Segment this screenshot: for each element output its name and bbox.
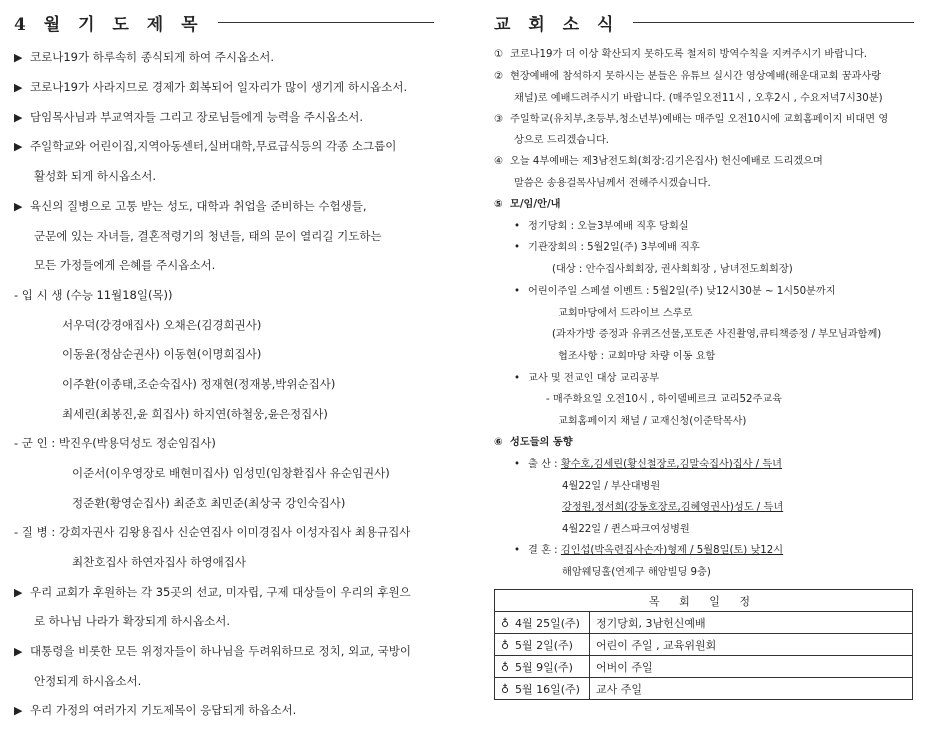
prayer-item-cont: 군문에 있는 자녀들, 결혼적령기의 청년들, 태의 문이 열리길 기도하는 xyxy=(34,229,382,243)
news-item: ① 코로나19가 더 이상 확산되지 못하도록 철저히 방역수칙을 지켜주시기 바랍니다. xyxy=(494,49,868,60)
prayer-item: ▶ 우리 가정의 여러가지 기도제목이 응답되게 하옵소서. xyxy=(14,703,297,717)
schedule-date: ♁ 4월 25일(주) xyxy=(495,612,590,634)
meeting-item: • 기관장회의 : 5월2일(주) 3부예배 직후 xyxy=(514,242,700,253)
member-news-detail: 4월22일 / 부산대병원 xyxy=(562,481,661,492)
member-news: • 결 혼 : 김인섭(박옥련집사손자)형제 / 5월8일(토) 낮12시 xyxy=(514,545,784,556)
meeting-item: • 어린이주일 스페셜 이벤트 : 5월2일(주) 낮12시30분 ~ 1시50분까지 xyxy=(514,286,836,297)
name-line: 서우덕(강경애집사) 오채은(김경희권사) xyxy=(62,318,262,332)
prayer-header xyxy=(14,0,434,44)
news-column xyxy=(494,0,914,578)
schedule-table xyxy=(494,589,913,700)
table-row xyxy=(495,656,913,678)
cross-circle-icon: ♁ xyxy=(501,638,510,652)
news-item: ④ 오늘 4부예배는 제3남전도회(회장:김기은집사) 헌신예배로 드리겠으며 xyxy=(494,156,823,167)
news-item: ③ 주일학교(유치부,초등부,청소년부)예배는 매주일 오전10시에 교회홈페이지 비대면 영 xyxy=(494,114,889,125)
cross-circle-icon: ♁ xyxy=(501,616,510,630)
prayer-item: ▶ 담임목사님과 부교역자들 그리고 장로님들에게 능력을 주시옵소서. xyxy=(14,110,363,124)
soldiers-label: - 군 인 : 박진우(박용덕성도 정순임집사) xyxy=(14,436,216,450)
name-line: 정준환(황영순집사) 최준호 최민준(최상국 강인숙집사) xyxy=(72,496,346,510)
illness-label: - 질 병 : 강희자권사 김왕용집사 신순연집사 이미경집사 이성자집사 최용규집사 xyxy=(14,525,411,539)
member-news-detail: 해암웨딩홀(연제구 해암빌딩 9층) xyxy=(562,567,711,578)
schedule-title: 목 회 일 정 xyxy=(495,590,913,612)
right-triangle-icon: ▶ xyxy=(14,81,23,94)
name-line: 이주환(이종태,조순숙집사) 정재현(정재봉,박위순집사) xyxy=(62,377,336,391)
name-line: 이준서(이우영장로 배현미집사) 임성민(임창환집사 유순임권사) xyxy=(72,466,390,480)
right-triangle-icon: ▶ xyxy=(14,645,23,658)
prayer-item-cont: 활성화 되게 하시옵소서. xyxy=(34,169,157,183)
member-news-detail: 강정원,정서희(강동호장로,김혜영권사)성도 / 득녀 xyxy=(562,502,784,513)
prayer-column xyxy=(14,0,434,717)
prayer-item: ▶ 코로나19가 하루속히 종식되게 하여 주시옵소서. xyxy=(14,50,274,64)
meeting-detail: (과자가방 증정과 유퀴즈선물,포토존 사진촬영,큐티책증정 / 부모님과함께) xyxy=(552,329,882,340)
schedule-date: ♁ 5월 2일(주) xyxy=(495,634,590,656)
meeting-detail: - 매주화요일 오전10시 , 하이델베르크 교리52주교육 xyxy=(546,394,783,405)
news-item: ⑤ 모/임/안/내 xyxy=(494,199,561,210)
news-item-cont: 말씀은 송용걸목사님께서 전해주시겠습니다. xyxy=(514,178,711,189)
name-line: 최찬호집사 하연자집사 하영애집사 xyxy=(72,555,246,569)
news-title: 교 회 소 식 xyxy=(494,14,620,35)
schedule-event: 정기당회, 3남헌신예배 xyxy=(590,612,913,634)
meeting-detail: 교회마당에서 드라이브 스루로 xyxy=(558,308,693,319)
schedule-event: 교사 주일 xyxy=(590,678,913,700)
cross-circle-icon: ♁ xyxy=(501,682,510,696)
member-news-detail: 4월22일 / 퀸스파크여성병원 xyxy=(562,524,690,535)
news-item-cont: 상으로 드리겠습니다. xyxy=(514,135,610,146)
news-item: ② 현장예배에 참석하지 못하시는 분들은 유튜브 실시간 영상예배(해운대교회 꿈과사랑 xyxy=(494,71,882,82)
right-triangle-icon: ▶ xyxy=(14,51,23,64)
right-triangle-icon: ▶ xyxy=(14,586,23,599)
table-row xyxy=(495,678,913,700)
title-rule xyxy=(633,22,914,23)
meeting-detail: (대상 : 안수집사회회장, 권사회회장 , 남녀전도회회장) xyxy=(552,264,793,275)
prayer-item-cont: 모든 가정들에게 은혜를 주시옵소서. xyxy=(34,258,216,272)
schedule-event: 어버이 주일 xyxy=(590,656,913,678)
right-triangle-icon: ▶ xyxy=(14,140,23,153)
schedule-event: 어린이 주일 , 교육위원회 xyxy=(590,634,913,656)
right-triangle-icon: ▶ xyxy=(14,200,23,213)
prayer-item: ▶ 육신의 질병으로 고통 받는 성도, 대학과 취업을 준비하는 수험생들, xyxy=(14,199,367,213)
schedule-date: ♁ 5월 16일(주) xyxy=(495,678,590,700)
meeting-item: • 정기당회 : 오늘3부예배 직후 당회실 xyxy=(514,221,689,232)
title-rule xyxy=(218,22,434,23)
right-triangle-icon: ▶ xyxy=(14,111,23,124)
name-line: 이동윤(정삼순권사) 이동현(이명희집사) xyxy=(62,347,262,361)
schedule-date: ♁ 5월 9일(주) xyxy=(495,656,590,678)
prayer-item: ▶ 우리 교회가 후원하는 각 35곳의 선교, 미자립, 구제 대상들이 우리의 후원으 xyxy=(14,585,411,599)
news-item: ⑥ 성도들의 동향 xyxy=(494,437,573,448)
exam-students-label: - 입 시 생 (수능 11월18일(목)) xyxy=(14,288,173,302)
table-row xyxy=(495,612,913,634)
member-news: • 출 산 : 황수호,김세린(황신철장로,김말숙집사)집사 / 득녀 xyxy=(514,459,782,470)
meeting-detail: 교회홈페이지 채널 / 교재신청(이준탁목사) xyxy=(558,416,747,427)
meeting-item: • 교사 및 전교인 대상 교리공부 xyxy=(514,373,660,384)
news-header xyxy=(494,0,914,44)
prayer-item-cont: 안정되게 하시옵소서. xyxy=(34,674,142,688)
prayer-item: ▶ 코로나19가 사라지므로 경제가 회복되어 일자리가 많이 생기게 하시옵소서. xyxy=(14,80,408,94)
meeting-detail: 협조사항 : 교회마당 차량 이동 요함 xyxy=(558,351,716,362)
prayer-title: 4 월 기 도 제 목 xyxy=(14,14,204,35)
prayer-item-cont: 로 하나님 나라가 확장되게 하시옵소서. xyxy=(34,614,231,628)
news-item-cont: 채널)로 예배드려주시기 바랍니다. (매주일오전11시 , 오후2시 , 수요저녁7시30분) xyxy=(514,93,883,104)
prayer-item: ▶ 주일학교와 어린이집,지역아동센터,실버대학,무료급식등의 각종 소그룹이 xyxy=(14,139,397,153)
right-triangle-icon: ▶ xyxy=(14,704,23,717)
prayer-item: ▶ 대통령을 비롯한 모든 위정자들이 하나님을 두려워하므로 정치, 외교, 국방이 xyxy=(14,644,411,658)
table-row xyxy=(495,634,913,656)
name-line: 최세린(최봉진,윤 희집사) 하지연(하철웅,윤은정집사) xyxy=(62,407,328,421)
cross-circle-icon: ♁ xyxy=(501,660,510,674)
